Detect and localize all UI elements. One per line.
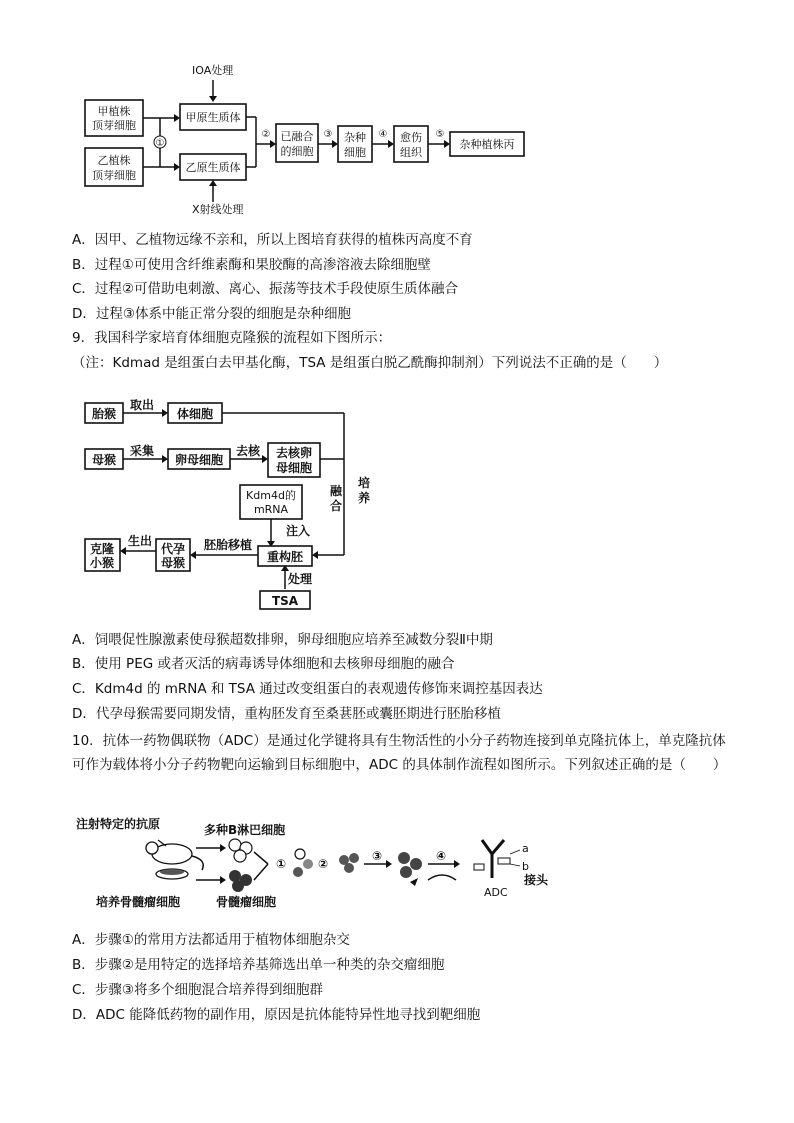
step-2: ② xyxy=(318,857,329,871)
plant-a-line1: 甲植株 xyxy=(97,105,131,118)
q9-option-a: A．饲喂促性腺激素使母猴超数排卵，卵母细胞应培养至减数分裂Ⅱ中期 xyxy=(72,632,493,648)
q9-option-d: D．代孕母猴需要同期发情，重构胚发育至桑葚胚或囊胚期进行胚胎移植 xyxy=(72,706,501,722)
take-out-label: 取出 xyxy=(129,398,155,412)
fused-line1: 已融合 xyxy=(280,130,314,143)
inject-antigen-label: 注射特定的抗原 xyxy=(76,817,161,831)
enucleated-oocyte-line1: 去核卵 xyxy=(275,446,313,460)
q9-note: （注：Kdmad 是组蛋白去甲基化酶，TSA 是组蛋白脱乙酰酶抑制剂）下列说法不正确的是（ ） xyxy=(72,355,668,371)
fusion-line2: 合 xyxy=(329,499,343,513)
surrogate-line1: 代孕 xyxy=(160,542,186,556)
step-5: ⑤ xyxy=(435,129,445,140)
q9-option-c: C．Kdm4d 的 mRNA 和 TSA 通过改变组蛋白的表观遗传修饰来调控基因表达 xyxy=(72,681,543,697)
b-cells-label: 多种B淋巴细胞 xyxy=(204,823,286,837)
born-label: 生出 xyxy=(127,534,153,548)
myeloma-label: 骨髓瘤细胞 xyxy=(216,895,277,909)
q10-option-a: A．步骤①的常用方法都适用于植物体细胞杂交 xyxy=(72,932,350,948)
mouse-icon xyxy=(146,840,203,870)
proto-a: 甲原生质体 xyxy=(185,111,241,124)
fetal-monkey: 胎猴 xyxy=(91,407,117,421)
step-3: ③ xyxy=(372,849,383,863)
adc-molecule-icon xyxy=(474,840,510,878)
proto-b: 乙原生质体 xyxy=(185,161,241,174)
q10-option-d: D．ADC 能降低药物的副作用，原因是抗体能特异性地寻找到靶细胞 xyxy=(72,1007,481,1023)
treat-label: 处理 xyxy=(287,572,313,586)
mrna-line1: Kdm4d的 xyxy=(246,489,296,502)
clone-line2: 小猴 xyxy=(89,556,115,570)
surrogate-line2: 母猴 xyxy=(160,556,186,570)
transfer-label: 胚胎移植 xyxy=(203,538,253,552)
culture-line2: 养 xyxy=(357,491,371,505)
b-cell-cluster-icon xyxy=(229,839,252,862)
label-a: a xyxy=(522,842,529,855)
step-1: ① xyxy=(276,857,287,871)
result-plant: 杂种植株丙 xyxy=(459,138,515,151)
q8-option-a: A．因甲、乙植物远缘不亲和，所以上图培育获得的植株丙高度不育 xyxy=(72,232,473,248)
q10-option-b: B．步骤②是用特定的选择培养基筛选出单一种类的杂交瘤细胞 xyxy=(72,957,445,973)
q8-option-d: D．过程③体系中能正常分裂的细胞是杂种细胞 xyxy=(72,306,351,322)
inject-label: 注入 xyxy=(285,524,311,538)
reconstructed-embryo: 重构胚 xyxy=(266,550,304,564)
mrna-line2: mRNA xyxy=(253,503,289,516)
culture-line1: 培 xyxy=(357,476,371,490)
clone-monkey-diagram xyxy=(80,395,400,615)
q10-option-c: C．步骤③将多个细胞混合培养得到细胞群 xyxy=(72,982,324,998)
plant-b-line1: 乙植株 xyxy=(97,154,131,167)
culture-myeloma-label: 培养骨髓瘤细胞 xyxy=(96,895,181,909)
collect-label: 采集 xyxy=(129,444,155,458)
mother-monkey: 母猴 xyxy=(91,453,117,467)
adc-label: ADC xyxy=(484,886,508,899)
q9-option-b: B．使用 PEG 或者灭活的病毒诱导体细胞和去核卵母细胞的融合 xyxy=(72,656,455,672)
xray-label: X射线处理 xyxy=(192,203,244,216)
myeloma-cluster-icon xyxy=(229,870,252,892)
plant-b-line2: 顶芽细胞 xyxy=(92,169,136,182)
hybrid-line1: 杂种 xyxy=(344,131,366,144)
somatic-hybrid-diagram xyxy=(80,62,540,222)
petri-dish-icon xyxy=(156,869,188,879)
step-1: ① xyxy=(155,138,165,149)
step-4: ④ xyxy=(378,129,388,140)
fused-line2: 的细胞 xyxy=(280,145,314,158)
step-4: ④ xyxy=(436,849,447,863)
fused-cells-icon xyxy=(293,849,313,877)
fusion-line1: 融 xyxy=(329,484,343,498)
plant-a-line2: 顶芽细胞 xyxy=(92,119,136,132)
label-b: b xyxy=(522,860,529,873)
q8-option-b: B．过程①可使用含纤维素酶和果胶酶的高渗溶液去除细胞壁 xyxy=(72,257,431,273)
linker-label: 接头 xyxy=(524,873,549,887)
q10-stem: 10．抗体一药物偶联物（ADC）是通过化学键将具有生物活性的小分子药物连接到单克隆抗体上，单克隆抗体可作为载体将小分子药物靶向运输到目标细胞中，ADC 的具体制作流程如图所示。下列叙述正确的是（ ） xyxy=(72,733,727,773)
step-2: ② xyxy=(261,129,271,140)
q8-option-c: C．过程②可借助电刺激、离心、振荡等技术手段使原生质体融合 xyxy=(72,281,459,297)
q9-stem: 9．我国科学家培育体细胞克隆猴的流程如下图所示： xyxy=(72,330,392,346)
tsa-box: TSA xyxy=(271,594,299,608)
selected-cells-icon xyxy=(339,853,359,873)
enucleated-oocyte-line2: 母细胞 xyxy=(275,461,313,475)
step-3: ③ xyxy=(323,129,333,140)
enucleate-label: 去核 xyxy=(235,444,261,458)
antibody-cells-icon xyxy=(398,852,422,886)
ioa-label: IOA处理 xyxy=(192,64,234,77)
hybrid-line2: 细胞 xyxy=(344,146,366,159)
oocyte: 卵母细胞 xyxy=(174,453,224,467)
somatic-cell: 体细胞 xyxy=(176,407,214,421)
callus-line1: 愈伤 xyxy=(400,131,422,144)
callus-line2: 组织 xyxy=(400,146,422,159)
adc-diagram xyxy=(72,812,572,912)
clone-line1: 克隆 xyxy=(89,542,115,556)
